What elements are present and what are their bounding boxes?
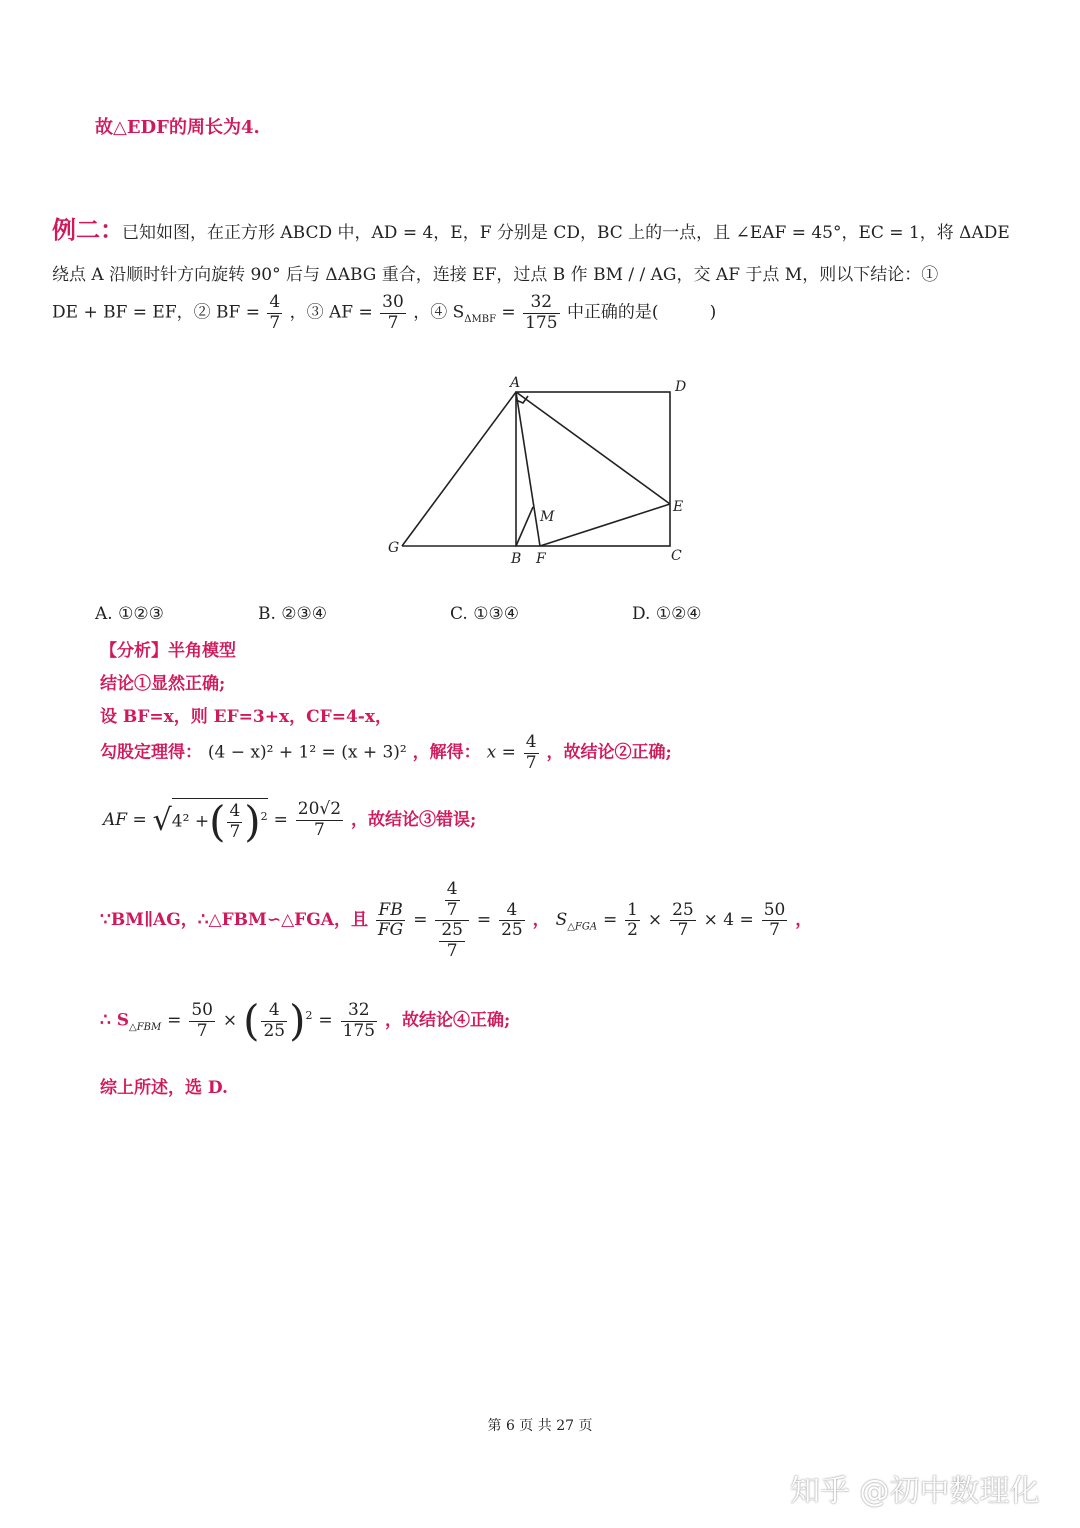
frac-num: 4	[525, 732, 537, 752]
frac-den: 7	[446, 899, 458, 920]
fraction-area	[523, 293, 559, 333]
comma: ，	[532, 910, 550, 931]
solve-label: ，解得：	[412, 742, 481, 763]
times-sign: ×	[222, 1010, 238, 1031]
radicand-term: 4² +	[171, 811, 210, 832]
fraction-fb-fg	[376, 901, 405, 941]
problem-line-3-part1: DE + BF = EF，② BF =	[52, 302, 260, 323]
fraction-bottom	[439, 921, 465, 961]
geometry-figure	[380, 370, 710, 570]
frac-num: 4	[446, 879, 458, 899]
frac-den: FG	[377, 920, 404, 941]
problem-line-3-part2: ，③ AF =	[289, 302, 373, 323]
problem-line-3-part3: ，④ S	[413, 302, 465, 323]
frac-num: 50	[763, 899, 786, 920]
option-c[interactable]: C. ①③④	[450, 604, 519, 624]
option-b[interactable]: B. ②③④	[258, 604, 328, 624]
fraction-inner	[227, 802, 242, 842]
analysis-line-1: 结论①显然正确;	[100, 674, 226, 694]
label-d: D	[675, 379, 687, 395]
fraction-ratio	[261, 1001, 287, 1041]
analysis-line-7: 综上所述，选 D.	[100, 1078, 228, 1098]
fraction-x	[524, 733, 539, 773]
segment-ga	[402, 392, 516, 546]
frac-den: 7	[525, 752, 537, 773]
similarity-text: ∵BM∥AG，∴△FBM∽△FGA，且	[100, 910, 368, 931]
analysis-line-4	[103, 797, 477, 846]
option-a[interactable]: A. ①②③	[95, 604, 164, 624]
frac-den: 7	[387, 312, 399, 333]
fraction-af	[380, 293, 406, 333]
frac-den: 2	[627, 920, 638, 941]
frac-den: 7	[196, 1020, 208, 1041]
frac-den: 7	[269, 312, 281, 333]
equals-sign: =	[273, 810, 288, 830]
equals-sign: =	[603, 910, 618, 931]
option-d[interactable]: D. ①②④	[632, 604, 702, 624]
equals-sign: =	[413, 910, 428, 931]
analysis-line-6	[100, 996, 511, 1045]
label-f: F	[536, 551, 546, 567]
frac-den: 7	[769, 920, 780, 941]
label-b: B	[511, 551, 522, 567]
label-e: E	[673, 499, 684, 515]
segment-fe	[540, 504, 670, 546]
exponent: 2	[260, 809, 268, 823]
equals-sign: =	[501, 302, 516, 323]
complex-top	[435, 880, 469, 921]
page-footer: 第 6 页 共 27 页	[487, 1418, 593, 1434]
times-four: × 4 =	[703, 910, 754, 931]
equals-sign: =	[167, 1010, 182, 1031]
exponent: 2	[305, 1008, 313, 1022]
frac-num: 1	[627, 899, 638, 920]
example-label: 例二：	[52, 215, 124, 244]
frac-num: 32	[523, 293, 559, 314]
problem-line-3	[52, 293, 716, 333]
segment-ae	[516, 392, 670, 504]
label-a: A	[510, 375, 521, 391]
segment-af	[516, 392, 540, 546]
fraction-fg	[670, 901, 696, 941]
comma: ，	[795, 910, 813, 931]
analysis-title: 【分析】半角模型	[100, 641, 236, 661]
fraction-final	[341, 1001, 377, 1041]
conclusion-2: ，故结论②正确;	[546, 742, 672, 763]
right-paren-icon: )	[289, 996, 306, 1045]
frac-den: 175	[342, 1020, 376, 1041]
frac-den: 25	[501, 920, 523, 941]
watermark: 知乎 @初中数理化	[790, 1474, 1040, 1509]
left-paren-icon: (	[209, 797, 226, 846]
area-subscript: ΔMBF	[464, 313, 497, 325]
frac-num: 4	[499, 901, 525, 922]
frac-num: 32	[341, 1001, 377, 1022]
frac-num: 4	[269, 292, 281, 312]
frac-num: 50	[191, 999, 213, 1020]
area-subscript: △FGA	[567, 921, 598, 933]
fraction-half	[625, 901, 640, 941]
af-label: AF =	[103, 810, 147, 830]
segment-bm	[516, 507, 533, 546]
area-subscript: △FBM	[129, 1021, 162, 1033]
frac-num: 25	[441, 920, 463, 941]
analysis-line-5	[100, 880, 812, 961]
label-m: M	[540, 509, 555, 525]
left-paren-icon: (	[243, 996, 260, 1045]
problem-line-2: 绕点 A 沿顺时针方向旋转 90° 后与 ΔABG 重合，连接 EF，过点 B 作 BM / / AG，交 AF 于点 M，则以下结论：①	[52, 265, 939, 285]
equals-sign: =	[476, 910, 492, 931]
pythagoras-equation: (4 − x)² + 1² = (x + 3)²	[207, 742, 407, 763]
frac-num: 4	[261, 1001, 287, 1022]
equals-sign: =	[318, 1010, 333, 1031]
conclusion-3: ，故结论③错误;	[350, 810, 477, 830]
frac-den: 25	[263, 1020, 286, 1041]
x-equals: x =	[486, 742, 516, 763]
label-c: C	[671, 548, 682, 564]
sqrt-radicand	[171, 797, 268, 846]
analysis-line-3	[100, 733, 672, 773]
complex-fraction	[435, 880, 469, 961]
fraction-result	[762, 901, 788, 941]
therefore-area: ∴ S	[100, 1010, 130, 1031]
frac-num: 30	[382, 292, 404, 312]
frac-den: 7	[677, 920, 689, 941]
frac-den: 7	[229, 821, 241, 842]
frac-num: FB	[376, 901, 405, 922]
pythagoras-label: 勾股定理得：	[100, 742, 202, 763]
frac-num: 20√2	[297, 799, 342, 820]
frac-den: 175	[525, 312, 558, 333]
conclusion-4: ，故结论④正确;	[384, 1010, 511, 1031]
sqrt-icon: √	[152, 803, 172, 838]
question-tail: 中正确的是( )	[566, 302, 717, 323]
frac-den: 7	[446, 940, 458, 961]
frac-den: 7	[313, 820, 325, 840]
analysis-line-2: 设 BF=x，则 EF=3+x，CF=4-x，	[100, 707, 392, 727]
fraction-bf	[267, 293, 282, 333]
frac-num: 25	[672, 899, 694, 920]
right-paren-icon: )	[244, 797, 261, 846]
frac-num: 4	[229, 800, 241, 821]
problem-line-1: 已知如图，在正方形 ABCD 中，AD = 4，E，F 分别是 CD，BC 上的一点，且 ∠EAF = 45°，EC = 1，将 ΔADE	[122, 223, 1010, 243]
previous-conclusion: 故△EDF的周长为4.	[95, 117, 260, 138]
area-symbol: S	[555, 910, 568, 931]
fraction-area-fga	[189, 1001, 215, 1041]
fraction-top	[445, 880, 460, 920]
fraction-af-result	[296, 800, 343, 840]
fraction-ratio	[499, 901, 525, 941]
complex-bottom	[435, 921, 469, 961]
times-sign: ×	[647, 910, 663, 931]
label-g: G	[388, 540, 400, 556]
